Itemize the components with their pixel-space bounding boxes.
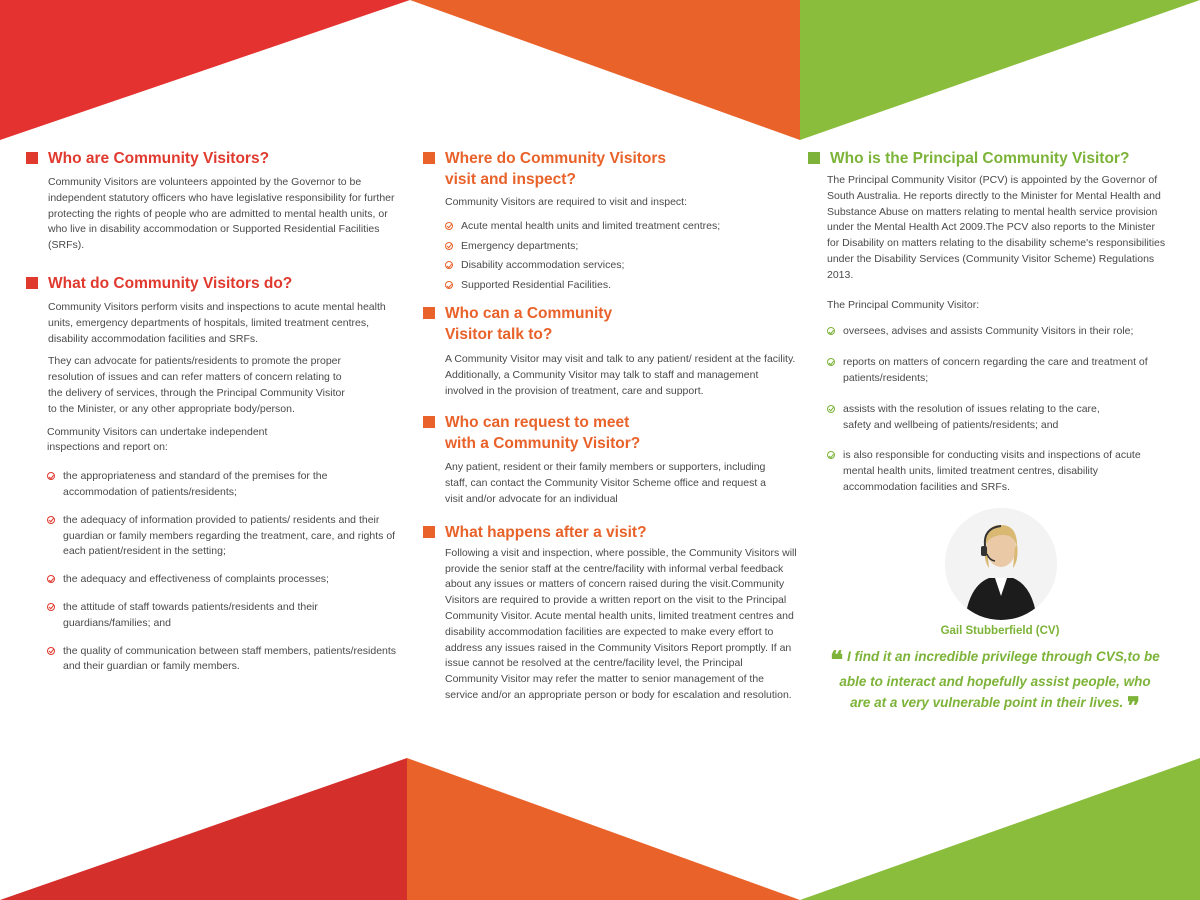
what-do-paragraph-2: They can advocate for patients/residents to promote the proper resolution of issues and can refer matters of concern relating to the delivery of services, through the Principal Community Visitor to the Minister, or any other appropriate body/person. — [48, 355, 345, 415]
bottom-red-shape — [0, 758, 407, 900]
visit-places-list — [445, 219, 798, 294]
list-item: is also responsible for conducting visits and inspections of acute mental health units, limited treatment centres, disability accommodation facilities and SRFs. — [827, 448, 1168, 495]
section-title-what-do: What do Community Visitors do? — [26, 273, 398, 294]
who-are-body: Community Visitors are volunteers appointed by the Governor to be independent statutory officers who have legislative responsibility for further protecting the rights of people who are admitted to mental health units, or who live in disability accommodation or Supported Residential Facilities (SRFs). — [48, 176, 395, 252]
principal-intro: The Principal Community Visitor: — [827, 298, 980, 311]
profile-photo — [945, 508, 1057, 620]
column-right — [808, 148, 1168, 496]
inspection-list — [47, 469, 398, 675]
square-bullet-icon — [423, 416, 435, 428]
square-bullet-icon — [808, 152, 820, 164]
square-bullet-icon — [26, 277, 38, 289]
check-circle-icon — [47, 472, 55, 480]
list-item: the appropriateness and standard of the premises for the accommodation of patients/residents; — [47, 469, 398, 501]
what-happens-body: Following a visit and inspection, where possible, the Community Visitors will provide the senior staff at the centre/facility with informal verbal feedback about any issues or matters of concern raised during the visit.Community Visitors are required to provide a written report on the visit to the Principal Community Visitor. Acute mental health units, limited treatment centres and disability accommodation facilities are expected to make every effort to address any issues raised in the Community Visitors Report promptly. If an issue cannot be resolved at the centre/facility level, the Principal Community Visitor may refer the matter to senior management of the service and/or an appropriate person or body for escalation and resolution. — [445, 546, 797, 701]
what-do-paragraph-1: Community Visitors perform visits and inspections to acute mental health units, emergency departments of hospitals, limited treatment centres, disability accommodation facilities and SRFs. — [48, 300, 386, 345]
principal-duties-list — [827, 324, 1168, 495]
section-title-who-can-talk: Who can a Community Visitor talk to? — [423, 303, 798, 345]
who-can-talk-body: A Community Visitor may visit and talk to any patient/ resident at the facility. Additionally, a Community Visitor may talk to staff and management involved in the provision of treatment, care and support. — [445, 352, 796, 397]
check-circle-icon — [445, 222, 453, 230]
section-title-who-can-request: Who can request to meet with a Community Visitor? — [423, 412, 798, 454]
quote-close-icon: ❞ — [1126, 691, 1140, 720]
section-title-where-do: Where do Community Visitors visit and inspect? — [423, 148, 798, 190]
list-item: Emergency departments; — [445, 239, 798, 255]
check-circle-icon — [47, 516, 55, 524]
section-title-who-are: Who are Community Visitors? — [26, 148, 398, 169]
check-circle-icon — [47, 647, 55, 655]
check-circle-icon — [47, 603, 55, 611]
top-orange-shape — [410, 0, 800, 140]
list-item: Supported Residential Facilities. — [445, 278, 798, 294]
square-bullet-icon — [423, 307, 435, 319]
list-item: the adequacy and effectiveness of complaints processes; — [47, 572, 398, 588]
list-item: Acute mental health units and limited treatment centres; — [445, 219, 798, 235]
list-item: oversees, advises and assists Community Visitors in their role; — [827, 324, 1168, 340]
section-title-what-happens: What happens after a visit? — [423, 522, 798, 543]
check-circle-icon — [445, 261, 453, 269]
square-bullet-icon — [423, 152, 435, 164]
what-do-paragraph-3: Community Visitors can undertake independent inspections and report on: — [47, 425, 268, 454]
where-do-body: Community Visitors are required to visit and inspect: — [445, 196, 687, 208]
column-left — [26, 148, 398, 675]
list-item: the adequacy of information provided to patients/ residents and their guardian or family members regarding the treatment, care, and rights of each patient/resident in the setting; — [47, 513, 398, 560]
check-circle-icon — [827, 405, 835, 413]
square-bullet-icon — [423, 526, 435, 538]
square-bullet-icon — [26, 152, 38, 164]
quote-open-icon: ❝ — [830, 645, 844, 674]
check-circle-icon — [445, 242, 453, 250]
top-red-shape — [0, 0, 410, 140]
list-item: the quality of communication between staff members, patients/residents and their guardian or family members. — [47, 644, 398, 676]
testimonial-quote — [830, 645, 1160, 720]
top-green-shape — [800, 0, 1200, 140]
principal-body: The Principal Community Visitor (PCV) is appointed by the Governor of South Australia. He reports directly to the Minister for Mental Health and Substance Abuse on matters relating to mental health service provision under the Mental Health Act 2009.The PCV also reports to the Minister for Disability on matters relating to the disability scheme's responsibilities under the Disability Services (Community Visitor Scheme) Regulations 2013. — [827, 174, 1166, 281]
bottom-green-shape — [800, 758, 1200, 900]
check-circle-icon — [47, 575, 55, 583]
column-middle — [423, 148, 798, 704]
list-item: assists with the resolution of issues relating to the care, safety and wellbeing of patients/residents; and — [827, 402, 1168, 434]
section-title-principal: Who is the Principal Community Visitor? — [808, 148, 1168, 169]
quote-text: I find it an incredible privilege through CVS,to be able to interact and hopefully assist people, who are at a very vulnerable point in their lives. — [839, 649, 1160, 710]
check-circle-icon — [445, 281, 453, 289]
avatar-illustration — [945, 508, 1057, 620]
check-circle-icon — [827, 358, 835, 366]
person-name: Gail Stubberfield (CV) — [940, 625, 1060, 637]
bottom-orange-shape — [407, 758, 800, 900]
list-item: the attitude of staff towards patients/residents and their guardians/families; and — [47, 600, 398, 632]
list-item: reports on matters of concern regarding the care and treatment of patients/residents; — [827, 355, 1168, 387]
check-circle-icon — [827, 451, 835, 459]
list-item: Disability accommodation services; — [445, 258, 798, 274]
check-circle-icon — [827, 327, 835, 335]
who-can-request-body: Any patient, resident or their family members or supporters, including staff, can contact the Community Visitor Scheme office and request a visit and/or advocate for an individual — [445, 461, 767, 505]
